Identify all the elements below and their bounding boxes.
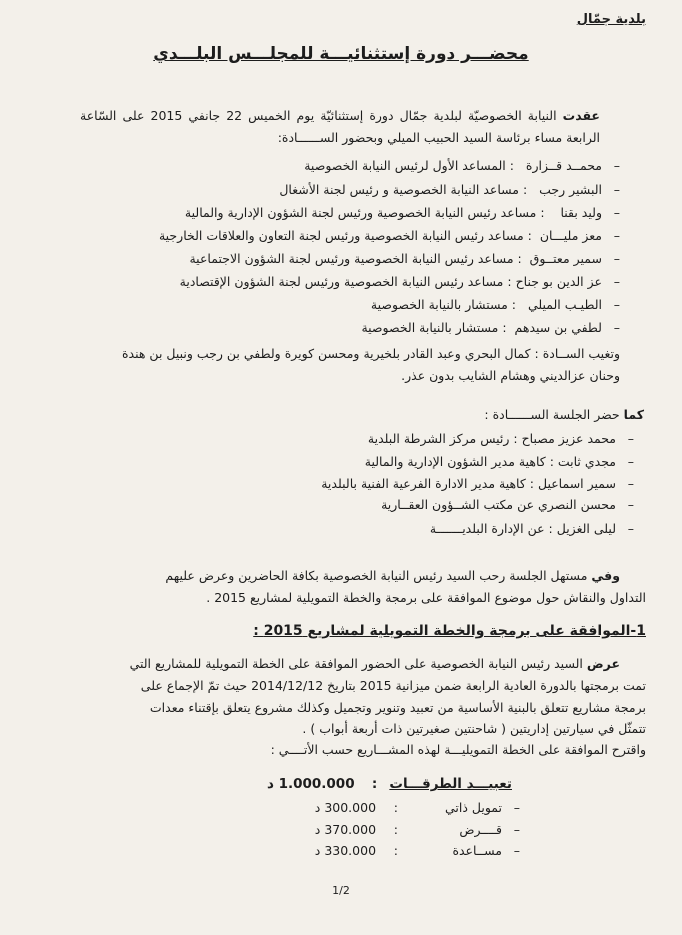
absence-line-2: وحنان عزالديني وهشام الشايب بدون عذر.: [401, 368, 620, 383]
municipality-header: بلدية جمّال: [576, 12, 646, 27]
list-item: –محمد عزيز مصباح : رئيس مركز الشرطة البلدية: [367, 431, 634, 446]
list-item: –الطيـب الميلي : مستشار بالنيابة الخصوصية: [370, 297, 620, 312]
intro-paragraph: [80, 105, 600, 149]
list-item: –وليد بقنا : مساعد رئيس النيابة الخصوصية ورئيس لجنة الشؤون الإدارية والمالية: [184, 205, 620, 220]
document-title: محضـــر دورة إستثنائيـــة للمجلـــس البلـــدي: [153, 44, 529, 64]
intro-lead: عقدت: [562, 108, 600, 123]
financing-row: –تمويل ذاتي : 300.000 د: [314, 800, 520, 815]
opening-line-2: التداول والنقاش حول موضوع الموافقة على برمجة والخطة التمويلية لمشاريع 2015 .: [206, 590, 646, 605]
list-item: –سمير معتــوق : مساعد رئيس النيابة الخصوصية ورئيس لجنة الشؤون الاجتماعية: [189, 251, 620, 266]
list-item: –لطفي بن سيدهم : مستشار بالنيابة الخصوصية: [361, 320, 620, 335]
also-present-heading: كما حضر الجلسة الســــــادة :: [484, 407, 644, 422]
absence-line-1: وتغيب الســادة : كمال البحري وعبد القادر بلخيرية ومحسن كويرة ولطفي بن رجب ونبيل بن هندة: [121, 346, 620, 361]
financing-row: –مســاعدة : 330.000 د: [314, 843, 520, 858]
list-item: –ليلى الغزيل : عن الإدارة البلديـــــــة: [429, 521, 634, 536]
financing-main-row: تعبيـــد الطرقـــات : 1.000.000 د: [266, 776, 512, 792]
section-1-line-4: تتمثّل في سيارتين إداريتين ( شاحنتين صغيرتين ذات أربعة أبواب ) .: [302, 721, 646, 736]
page-number: 1/2: [332, 884, 350, 897]
list-item: –البشير رجب : مساعد النيابة الخصوصية و رئيس لجنة الأشغال: [279, 182, 620, 197]
list-item: –معز مليـــان : مساعد رئيس النيابة الخصوصية ورئيس لجنة التعاون والعلاقات الخارجية: [158, 228, 620, 243]
intro-text: النيابة الخصوصيّة لبلدية جمّال دورة إستثنائيّة يوم الخميس 22 جانفي 2015 على السّاعة الرابعة مساء برئاسة السيد الحبيب الميلي وبحضور الســــــادة:: [80, 108, 600, 145]
section-1-line-5: واقترح الموافقة على الخطة التمويليـــة لهذه المشـــاريع حسب الأتــــي :: [270, 742, 646, 757]
list-item: –مجدي ثابت : كاهية مدير الشؤون الإدارية والمالية: [364, 454, 634, 469]
section-1-line-3: برمجة مشاريع تتعلق بالبنية الأساسية من تعبيد وتنوير وتجميل وكذلك مشروع يتعلق بإقتناء معدات: [149, 700, 646, 715]
financing-row: –قــــرض : 370.000 د: [314, 822, 520, 837]
list-item: –عز الدين بو جناح : مساعد رئيس النيابة الخصوصية ورئيس لجنة الشؤون الإقتصادية: [179, 274, 620, 289]
list-item: –سمير اسماعيل : كاهية مدير الادارة الفرعية الفنية بالبلدية: [321, 476, 634, 491]
section-1-line-1: عرض السيد رئيس النيابة الخصوصية على الحضور الموافقة على الخطة التمويلية للمشاريع التي: [129, 656, 620, 671]
opening-line-1: وفي مستهل الجلسة رحب السيد رئيس النيابة الخصوصية بكافة الحاضرين وعرض عليهم: [165, 568, 620, 583]
section-1-title: 1-الموافقة على برمجة والخطة التمويلية لمشاريع 2015 :: [253, 623, 646, 639]
section-1-line-2: تمت برمجتها بالدورة العادية الرابعة ضمن ميزانية 2015 بتاريخ 2014/12/12 حيث تمّ الإجماع على: [140, 678, 646, 693]
list-item: –محمــد قــزارة : المساعد الأول لرئيس النيابة الخصوصية: [304, 158, 620, 173]
list-item: –محسن النصري عن مكتب الشــؤون العقــارية: [381, 497, 634, 512]
